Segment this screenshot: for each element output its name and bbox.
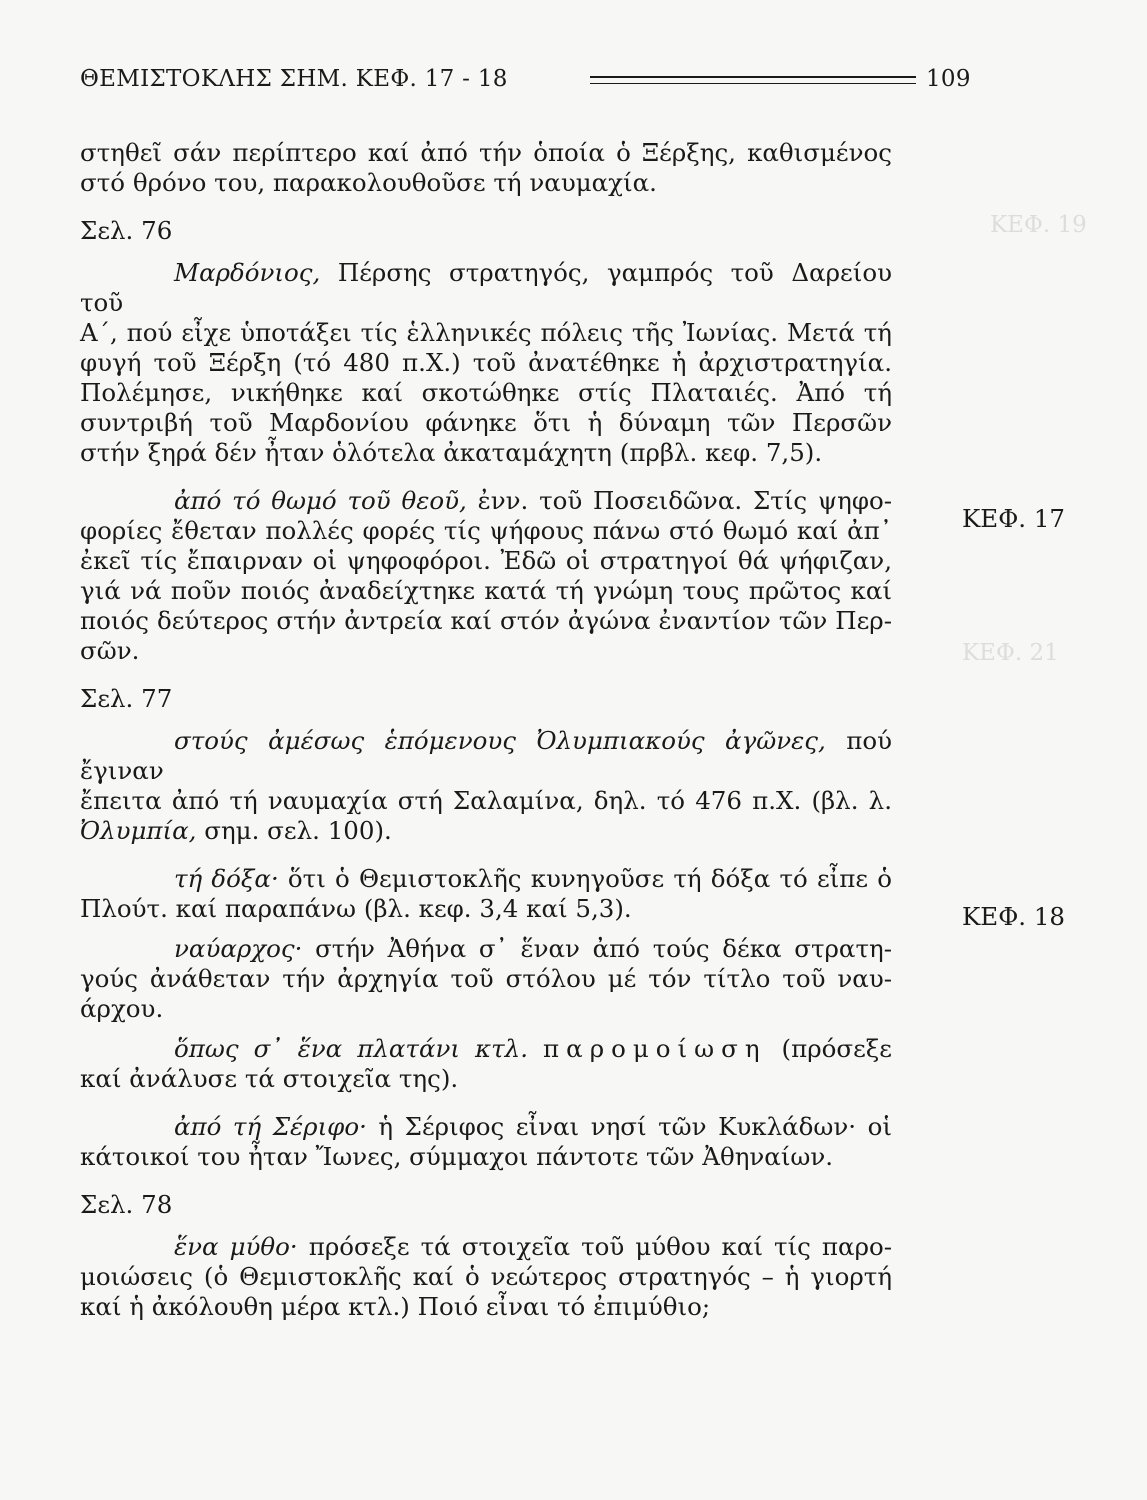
text-line: στηθεῖ σάν περίπτερο καί ἀπό τήν ὁποία ὁ Ξέρξης, καθισμένος [80,138,892,167]
note-thomo [80,486,892,516]
text-line: ἔπειτα ἀπό τή ναυμαχία στή Σαλαμίνα, δηλ. τό 476 π.Χ. (βλ. λ. [80,786,892,815]
text-line: Πλούτ. καί παραπάνω (βλ. κεφ. 3,4 καί 5,3). [80,894,632,923]
text-line: (πρόσεξε [766,1034,892,1063]
page-number: 109 [926,66,971,92]
text-line: άρχου. [80,994,164,1023]
running-head-rule [590,76,916,84]
bleed-through-kef21: ΚΕΦ. 21 [962,640,1059,666]
text-line: στήν Ἀθήνα σ᾽ ἕναν ἀπό τούς δέκα στρατη- [302,934,892,963]
note-mardonios [80,258,892,318]
text-line: ποιός δεύτερος στήν ἀντρεία καί στόν ἀγώνα ἐναντίον τῶν Περ- [80,606,892,635]
text-line: καί ἀνάλυσε τά στοιχεῖα της). [80,1064,459,1093]
spaced-term: παρομοίωση [543,1034,767,1063]
note-doxa [80,864,892,894]
note-term: ὅπως σ᾽ ἕνα πλατάνι κτλ. [174,1034,528,1063]
text-line: στήν ξηρά δέν ἦταν ὁλότελα ἀκαταμάχητη (πρβλ. κεφ. 7,5). [80,438,823,467]
section-heading-77: Σελ. 77 [80,684,173,713]
text-line: ἐνν. τοῦ Ποσειδῶνα. Στίς ψηφο- [466,486,893,515]
text-line: στό θρόνο του, παρακολουθοῦσε τή ναυμαχία. [80,168,657,197]
margin-note-kef18: ΚΕΦ. 18 [962,902,1066,931]
bleed-through-kef19: ΚΕΦ. 19 [990,212,1087,238]
note-term: ἀπό τό θωμό τοῦ θεοῦ, [174,486,467,515]
text-line: καί ἡ ἀκόλουθη μέρα κτλ.) Ποιό εἶναι τό ἐπιμύθιο; [80,1292,711,1321]
note-term: ἕνα μύθο· [174,1232,298,1261]
margin-note-kef17: ΚΕΦ. 17 [962,504,1066,533]
text-line: φυγή τοῦ Ξέρξη (τό 480 π.Χ.) τοῦ ἀνατέθηκε ἡ ἀρχιστρατηγία. [80,348,892,377]
text-line: Πέρσης στρατηγός, γαμπρός τοῦ Δαρείου τοῦ [80,258,892,317]
text-line: Πολέμησε, νικήθηκε καί σκοτώθηκε στίς Πλαταιές. Ἀπό τή [80,378,892,407]
section-heading-76: Σελ. 76 [80,216,173,245]
note-term: ἀπό τή Σέριφο· [174,1112,367,1141]
running-head-title: ΘΕΜΙΣΤΟΚΛΗΣ ΣΗΜ. ΚΕΦ. 17 - 18 [80,66,508,92]
note-olympic-games [80,726,892,786]
note-term: Ὀλυμπία, [80,816,197,845]
section-heading-78: Σελ. 78 [80,1190,173,1219]
note-platani [80,1034,892,1064]
text-line: συντριβή τοῦ Μαρδονίου φάνηκε ὅτι ἡ δύναμη τῶν Περσῶν [80,408,892,437]
running-head [80,66,971,96]
note-term: ναύαρχος· [174,934,303,963]
note-serifos [80,1112,892,1142]
text-line: γούς ἀνάθεταν τήν ἀρχηγία τοῦ στόλου μέ τόν τίτλο τοῦ ναυ- [80,964,892,993]
text-line: κάτοικοί του ἦταν Ἴωνες, σύμμαχοι πάντοτε τῶν Ἀθηναίων. [80,1142,834,1171]
note-term: Μαρδόνιος, [174,258,321,287]
note-term: στούς ἀμέσως ἑπόμενους Ὀλυμπιακούς ἀγῶνες, [174,726,826,755]
note-navarchos [80,934,892,964]
text-line: σῶν. [80,636,140,665]
text-line: ὅτι ὁ Θεμιστοκλῆς κυνηγοῦσε τή δόξα τό εἶπε ὁ [278,864,892,893]
note-mythos [80,1232,892,1262]
text-line: φορίες ἔθεταν πολλές φορές τίς ψήφους πάνω στό θωμό καί ἀπ᾽ [80,516,892,545]
main-text [80,138,892,1322]
text-line-fragment: σημ. σελ. 100). [196,816,392,845]
text-line: Α΄, πού εἶχε ὑποτάξει τίς ἑλληνικές πόλεις τῆς Ἰωνίας. Μετά τή [80,318,892,347]
note-term: τή δόξα· [174,864,279,893]
text-line: γιά νά ποῦν ποιός ἀναδείχτηκε κατά τή γνώμη τους πρῶτος καί [80,576,892,605]
text-line: ἐκεῖ τίς ἔπαιρναν οἱ ψηφοφόροι. Ἐδῶ οἱ στρατηγοί θά ψήφιζαν, [80,546,892,575]
text-line: πρόσεξε τά στοιχεῖα τοῦ μύθου καί τίς παρο- [297,1232,892,1261]
text-line: πού ἔγιναν [80,726,892,785]
text-line: μοιώσεις (ὁ Θεμιστοκλῆς καί ὁ νεώτερος στρατηγός – ἡ γιορτή [80,1262,892,1291]
text-line [80,816,892,846]
text-line: ἡ Σέριφος εἶναι νησί τῶν Κυκλάδων· οἱ [366,1112,892,1141]
